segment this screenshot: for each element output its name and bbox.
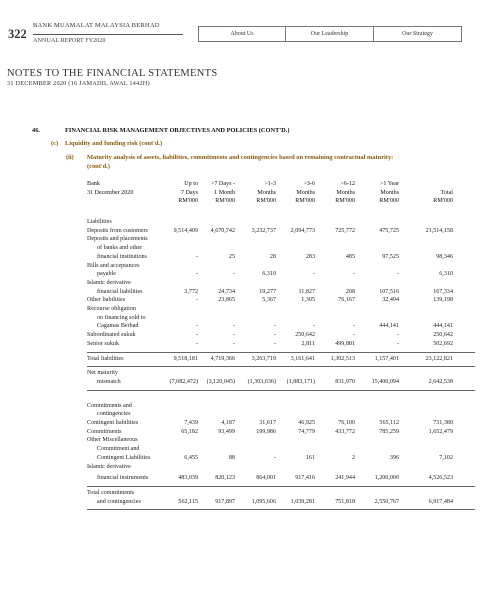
cell-value: 2,094,773 [290, 227, 315, 234]
header-text: RM'000 [379, 198, 399, 205]
cell-value: 6,310 [262, 271, 276, 278]
table-rule [87, 486, 475, 487]
cell-value: 9,518,181 [173, 355, 198, 362]
group-title-row [87, 402, 475, 411]
table-header [87, 180, 475, 210]
cell-value: 731,380 [433, 420, 453, 426]
table-row [87, 262, 475, 271]
page-number: 322 [8, 27, 27, 41]
row-label: Bills and acceptances [87, 262, 140, 269]
table-row [87, 253, 475, 262]
page-subtitle: 31 DECEMBER 2020 (16 JAMADIL AWAL 1442H) [7, 80, 150, 87]
cell-value: 917,416 [295, 475, 315, 482]
table-row [87, 463, 475, 472]
table-row [87, 445, 475, 454]
cell-value: 396 [389, 454, 399, 461]
cell-value: 107,516 [379, 288, 399, 295]
cell-value: 499,881 [335, 340, 355, 347]
cell-value: 475,725 [379, 227, 399, 234]
header-text: Up to [184, 181, 198, 187]
item-title-line1: Maturity analysis of assets, liabilities, commitments and contingencies based on remaining contractual maturity: [87, 154, 394, 161]
table-row [87, 331, 475, 340]
cell-value: 444,141 [379, 323, 399, 330]
maturity-table [87, 180, 475, 505]
table-row [87, 279, 475, 288]
cell-value: 1,095,606 [251, 498, 276, 505]
cell-value: 28 [269, 253, 276, 260]
report-name: ANNUAL REPORT FY2020 [33, 37, 106, 44]
cell-value: 725,772 [335, 227, 355, 234]
cell-value: 76,167 [338, 297, 355, 304]
cell-value: 2,550,767 [374, 498, 399, 505]
cell-value: - [312, 323, 315, 330]
cell-value: 250,642 [433, 332, 453, 339]
cell-value: 3,161,641 [290, 355, 315, 362]
cell-value: 864,001 [256, 475, 276, 482]
table-row [87, 314, 475, 323]
cell-value: 199,986 [256, 428, 276, 435]
table-row [87, 419, 475, 428]
subsection-title: Liquidity and funding risk (cont'd.) [65, 140, 163, 147]
group-title-row [87, 410, 475, 419]
cell-value: (1,883,171) [286, 378, 315, 385]
cell-value: - [232, 323, 235, 330]
cell-value: - [352, 323, 355, 330]
cell-value: 1,652,479 [428, 428, 453, 435]
cell-value: (7,082,472) [169, 378, 198, 385]
cell-value: 15,400,094 [371, 378, 399, 385]
row-label: financial institutions [97, 253, 147, 260]
cell-value: 6,455 [184, 454, 198, 461]
cell-value: 7,102 [439, 454, 453, 461]
cell-value: 139,198 [433, 297, 453, 304]
cell-value: 485 [345, 253, 355, 260]
header-text: RM'000 [256, 198, 276, 205]
header-col-2 [195, 180, 235, 206]
header-text: 1 Month [214, 189, 235, 196]
header-text: >1-3 [264, 181, 276, 187]
cell-value: 161 [305, 454, 315, 461]
table-row [87, 288, 475, 297]
table-rule [87, 509, 475, 510]
row-label: financial instruments [97, 475, 149, 482]
cell-value: 562,115 [178, 498, 198, 505]
page-title: NOTES TO THE FINANCIAL STATEMENTS [7, 68, 218, 79]
row-label: Deposits and placements [87, 236, 148, 243]
row-label: Recourse obligation [87, 306, 136, 312]
cell-value: 785,259 [379, 428, 399, 435]
cell-value: 76,100 [338, 420, 355, 426]
cell-value: 502,692 [433, 340, 453, 347]
table-row [87, 498, 475, 507]
cell-value: - [352, 271, 355, 278]
row-label: of banks and other [97, 245, 143, 252]
cell-value: 46,925 [298, 420, 315, 426]
cell-value: - [273, 332, 276, 339]
row-label: Liabilities [87, 219, 112, 225]
header-col-4 [275, 180, 315, 206]
table-row [87, 378, 475, 387]
cell-value: 208 [345, 288, 355, 295]
item-title-line2: (cont'd.) [87, 162, 110, 170]
cell-value: 3,263,719 [251, 355, 276, 362]
header-text: RM'000 [215, 198, 235, 205]
table-row [87, 355, 475, 364]
cell-value: 2,642,538 [428, 378, 453, 385]
table-row [87, 296, 475, 305]
row-label: Commitment and [97, 446, 140, 453]
table-row [87, 227, 475, 236]
cell-value: 4,187 [221, 420, 235, 426]
nav-our-leadership[interactable]: Our Leadership [286, 26, 374, 42]
cell-value: 4,526,523 [428, 475, 453, 482]
item-number: (ii) [66, 154, 74, 161]
cell-value: 1,302,513 [330, 355, 355, 362]
header-col-5 [315, 180, 355, 206]
cell-value: 24,734 [218, 288, 235, 295]
cell-value: (3,120,045) [206, 378, 235, 385]
cell-value: 23,865 [218, 297, 235, 304]
cell-value: 23,122,821 [425, 355, 453, 362]
header-text: Months [336, 189, 355, 196]
cell-value: 97,525 [382, 253, 399, 260]
table-rule [87, 352, 475, 353]
table-row [87, 474, 475, 483]
header-text: Total [440, 189, 453, 196]
header-text: RM'000 [295, 198, 315, 205]
cell-value: 483,039 [178, 475, 198, 482]
row-label: Total liabilities [87, 355, 124, 362]
cell-value: - [195, 271, 198, 278]
header-text: RM'000 [335, 198, 355, 205]
header-text: >1 Year [379, 181, 399, 187]
row-label: Contingent liabilities [87, 420, 139, 426]
cell-value: 65,182 [181, 428, 198, 435]
table-row [87, 369, 475, 378]
cell-value: 6,917,484 [428, 498, 453, 505]
table-row [87, 454, 475, 463]
row-label: Contingent Liabilities [97, 454, 151, 461]
header-rule [33, 34, 183, 35]
table-row [87, 270, 475, 279]
header-text: >3-6 [303, 181, 315, 187]
cell-value: 98,346 [436, 253, 453, 260]
row-label: Commitments and [87, 402, 132, 409]
cell-value: 3,232,737 [251, 227, 276, 234]
item-title [87, 154, 477, 171]
row-label: Senior sukuk [87, 340, 119, 347]
cell-value: 32,494 [382, 297, 399, 304]
cell-value: 9,514,409 [173, 227, 198, 234]
header-col-3 [236, 180, 276, 206]
cell-value: 74,779 [298, 428, 315, 435]
nav-our-strategy[interactable]: Our Strategy [374, 26, 462, 42]
cell-value: 31,617 [259, 420, 276, 426]
cell-value: 831,970 [335, 378, 355, 385]
cell-value: 433,772 [335, 428, 355, 435]
cell-value: 7,439 [184, 420, 198, 426]
cell-value: 1,305 [301, 297, 315, 304]
row-label: Islamic derivative [87, 463, 131, 470]
table-row [87, 489, 475, 498]
row-label: Net maturity [87, 370, 118, 377]
cell-value: 5,367 [262, 297, 276, 304]
cell-value: 19,277 [259, 288, 276, 295]
cell-value: 283 [305, 253, 315, 260]
header-text [413, 180, 453, 189]
table-row [87, 244, 475, 253]
cell-value: 444,141 [433, 323, 453, 330]
row-label: Other liabilities [87, 297, 126, 304]
cell-value: 4,670,742 [210, 227, 235, 234]
group-title-row [87, 218, 475, 227]
cell-value: - [312, 271, 315, 278]
cell-value: - [232, 271, 235, 278]
table-row [87, 235, 475, 244]
cell-value: - [273, 340, 276, 347]
cell-value: 11,827 [298, 288, 315, 295]
row-label: and contingencies [97, 498, 141, 505]
row-label: on financing sold to [97, 314, 146, 321]
cell-value: 241,944 [335, 475, 355, 482]
cell-value: 2,811 [301, 340, 315, 347]
header-label-col [87, 180, 133, 197]
cell-value: 2 [351, 454, 355, 461]
header-text: >6-12 [340, 181, 355, 187]
row-label: mismatch [97, 378, 121, 385]
header-text: Months [380, 189, 399, 196]
cell-value: 93,499 [218, 428, 235, 435]
cell-value: - [195, 297, 198, 304]
cell-value: - [352, 332, 355, 339]
nav-about-us[interactable]: About Us [198, 26, 286, 42]
cell-value: - [232, 332, 235, 339]
row-label: payable [97, 271, 116, 278]
cell-value: 21,514,158 [425, 227, 453, 234]
cell-value: 3,772 [184, 288, 198, 295]
section-title: FINANCIAL RISK MANAGEMENT OBJECTIVES AND POLICIES (CONT'D.) [65, 127, 290, 134]
cell-value: 917,897 [215, 498, 235, 505]
header-col-7 [413, 180, 453, 206]
header-col-1 [158, 180, 198, 206]
row-label: Islamic derivative [87, 279, 131, 286]
cell-value: - [232, 340, 235, 347]
row-label: Cagamas Berhad [97, 323, 139, 330]
row-label: Commitments [87, 428, 122, 435]
header-text: >7 Days - [210, 181, 235, 187]
section-number: 46. [32, 127, 40, 134]
cell-value: - [273, 454, 276, 461]
row-label: Subordinated sukuk [87, 332, 136, 339]
cell-value: - [396, 340, 399, 347]
cell-value: 1,200,000 [374, 475, 399, 482]
cell-value: 565,112 [379, 420, 399, 426]
cell-value: 88 [228, 454, 235, 461]
table-row [87, 305, 475, 314]
table-row [87, 322, 475, 331]
table-row [87, 428, 475, 437]
row-label: contingencies [97, 411, 131, 418]
cell-value: 1,157,401 [374, 355, 399, 362]
cell-value: (1,303,636) [247, 378, 276, 385]
table-rule [87, 390, 475, 391]
table-rule [87, 366, 475, 367]
cell-value: - [195, 332, 198, 339]
row-label: Total commitments [87, 489, 135, 496]
header-text: RM'000 [433, 198, 453, 205]
header-text: 31 December 2020 [87, 189, 134, 196]
row-label: Other Miscellaneous [87, 437, 138, 444]
header-text: Months [257, 189, 276, 196]
cell-value: - [195, 323, 198, 330]
header-text: RM'000 [178, 198, 198, 205]
row-label: Deposits from customers [87, 227, 148, 234]
cell-value: 167,334 [433, 288, 453, 295]
cell-value: - [195, 253, 198, 260]
cell-value: - [396, 271, 399, 278]
cell-value: - [396, 332, 399, 339]
cell-value: 4,719,366 [210, 355, 235, 362]
cell-value: 6,310 [439, 271, 453, 278]
table-row [87, 340, 475, 349]
subsection-number: (c) [51, 140, 59, 147]
table-row [87, 436, 475, 445]
header-text: Bank [87, 181, 100, 187]
header-text: 7 Days [180, 189, 198, 196]
cell-value: 25 [228, 253, 235, 260]
organization-name: BANK MUAMALAT MALAYSIA BERHAD [33, 22, 160, 29]
cell-value: - [273, 323, 276, 330]
cell-value: 751,818 [335, 498, 355, 505]
cell-value: 820,123 [215, 475, 235, 482]
header-text: Months [296, 189, 315, 196]
cell-value: 1,039,281 [290, 498, 315, 505]
header-col-6 [359, 180, 399, 206]
row-label: financial liabilities [97, 288, 143, 295]
cell-value: - [195, 340, 198, 347]
cell-value: 250,642 [295, 332, 315, 339]
